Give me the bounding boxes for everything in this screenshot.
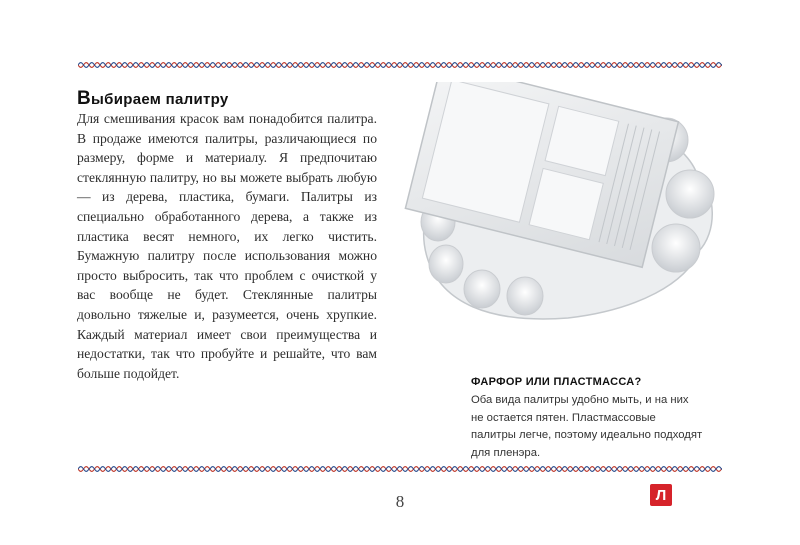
top-wave-divider [78,60,722,70]
section-heading [77,88,229,110]
bottom-wave-divider [78,464,722,474]
wave-line-blue [78,63,722,68]
palette-well [652,224,700,272]
caption-title: ФАРФОР ИЛИ ПЛАСТМАССА? [471,376,642,388]
wave-line-red [78,467,722,472]
page-number: 8 [395,492,405,511]
caption-text: Оба вида палитры удобно мыть, и на них не остается пятен. Пластмассовые палитры легче, поэтому идеально подходят для пленэра. [471,394,703,459]
palette-illustration [398,82,723,328]
heading-rest: ыбираем палитру [91,91,229,108]
palette-well [507,277,543,315]
heading-initial: В [77,88,92,109]
palette-well [464,270,500,308]
body-paragraph: Для смешивания красок вам понадобится палитра. В продаже имеются палитры, различающиеся по размеру, форме и материалу. Я предпочитаю стеклянную палитру, но вы можете выбрать любую — из дерева, пластика, бумаги. Палитры из специально обработанного дерева, а также из пластика весят немного, их легко чистить. Бумажную палитру после использования можно просто выбросить, так что проблем с очисткой у вас вообще не будет. Стеклянные палитры довольно тяжелые и, разумеется, очень хрупкие. Каждый материал имеет свои преимущества и недостатки, так что пробуйте и решайте, что вам больше подойдет. [77,111,377,381]
wave-line-red [78,63,722,68]
publisher-logo-icon: Л [650,484,672,506]
wave-line-blue [78,467,722,472]
palette-well [429,245,463,283]
palette-well [666,170,714,218]
